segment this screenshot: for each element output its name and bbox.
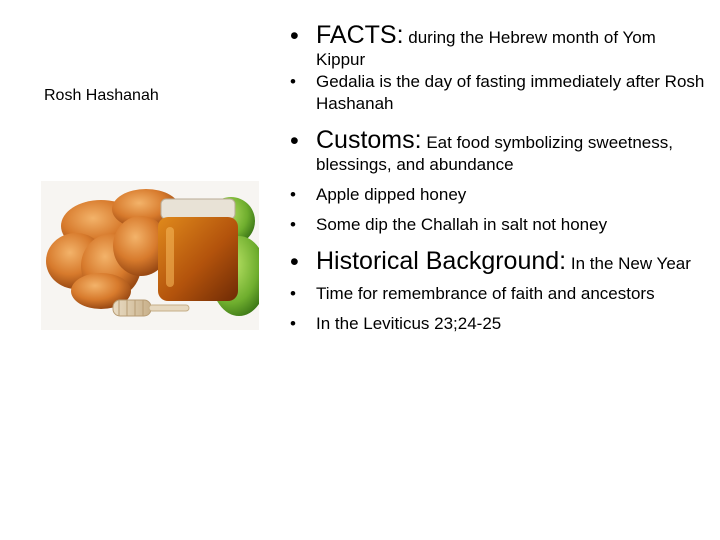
customs-sub-text-2: Some dip the Challah in salt not honey bbox=[316, 215, 608, 234]
history-sub-bullet-2 bbox=[288, 313, 708, 335]
bullet-dot: • bbox=[290, 284, 296, 303]
side-title: Rosh Hashanah bbox=[44, 87, 159, 104]
facts-heading: FACTS: bbox=[316, 21, 404, 49]
bullet-dot: • bbox=[290, 248, 299, 276]
customs-sub-bullet-1 bbox=[288, 184, 708, 206]
bullet-dot: • bbox=[290, 185, 296, 204]
facts-lead-text: during the Hebrew month of Yom Kippur bbox=[316, 28, 656, 69]
history-sub-bullet-1 bbox=[288, 283, 708, 305]
facts-sub-bullet bbox=[288, 71, 708, 115]
history-lead-text: In the New Year bbox=[570, 254, 691, 273]
bullet-dot: • bbox=[290, 127, 299, 155]
customs-lead-text: Eat food symbolizing sweetness, blessings, and abundance bbox=[316, 133, 673, 174]
history-bullet bbox=[288, 247, 708, 276]
customs-sub-bullet-2 bbox=[288, 214, 708, 236]
honey-challah-photo bbox=[41, 181, 259, 330]
customs-heading: Customs: bbox=[316, 126, 422, 154]
bullet-dot: • bbox=[290, 314, 296, 333]
facts-sub-text: Gedalia is the day of fasting immediately after Rosh Hashanah bbox=[316, 72, 705, 113]
history-heading: Historical Background: bbox=[316, 247, 567, 275]
bullet-dot: • bbox=[290, 215, 296, 234]
customs-bullet bbox=[288, 126, 708, 176]
content-area bbox=[288, 21, 708, 335]
customs-sub-text-1: Apple dipped honey bbox=[316, 185, 467, 204]
bullet-dot: • bbox=[290, 22, 299, 50]
history-sub-text-1: Time for remembrance of faith and ancestors bbox=[316, 284, 655, 303]
facts-bullet bbox=[288, 21, 708, 71]
history-sub-text-2: In the Leviticus 23;24-25 bbox=[316, 314, 502, 333]
bullet-dot: • bbox=[290, 72, 296, 91]
